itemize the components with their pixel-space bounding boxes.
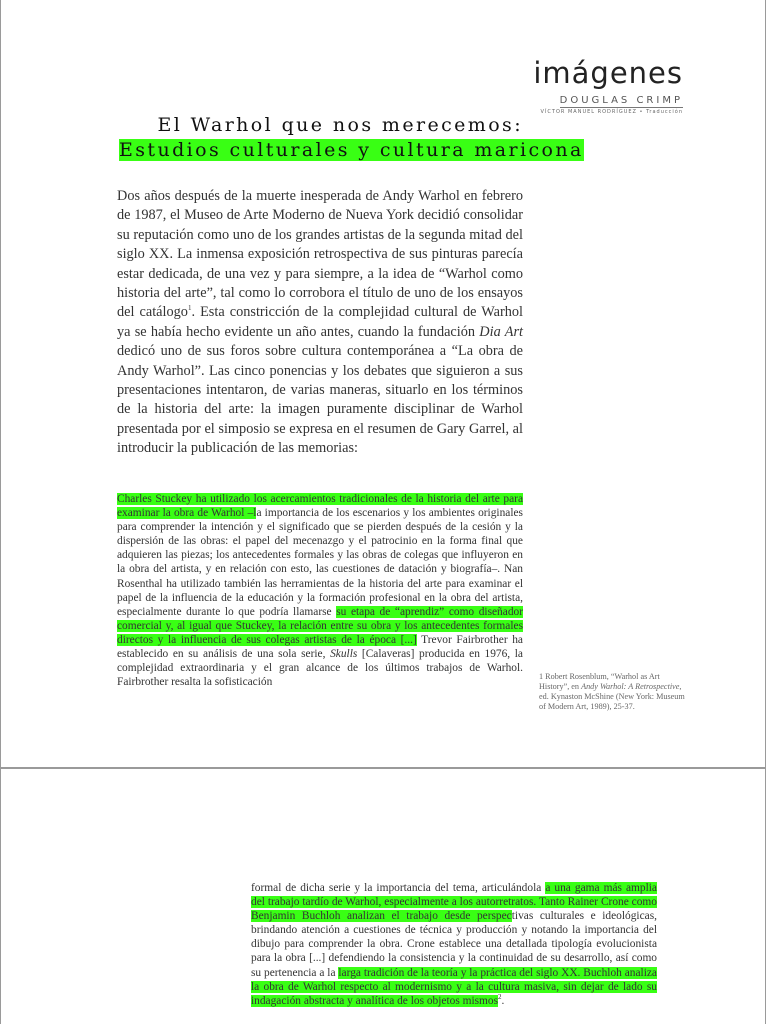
title-line-2: Estudios culturales y cultura maricona [119,139,584,161]
page-2 [0,768,766,1024]
footnote-ref-1: 1 [187,304,192,313]
title-line-1: El Warhol que nos merecemos: [157,114,523,136]
quote-text: . [501,994,505,1007]
translator-credit: VÍCTOR MANUEL RODRÍGUEZ • Traducción [540,109,683,115]
block-quote-2 [251,881,657,1008]
highlight: su etapa de “aprendiz” como diseñador comercial y, al igual que Stuckey, la relación entre su obra y los antecedentes formales directos y la influencia de sus colegas artistas de la época [...] [117,605,523,646]
footnote-1 [539,672,689,712]
dia-art-italic: Dia Art [479,323,523,340]
highlight: a una gama más amplia del trabajo tardío de Warhol, especialmente a los autorretratos. Tanto Rainer Crone como Benjamin Buchloh analizan el trabajo desde perspec [251,882,657,923]
footnote-text: , ed. Kynaston McShine (New York: Museum of Modern Art, 1989), 25-37. [539,682,685,711]
article-title [119,113,584,163]
body-text-part: . Esta constricción de la complejidad cultural de Warhol ya se había hecho evidente un año antes, cuando la fundación [117,304,524,340]
quote-text: tivas culturales e ideológicas, brindando atención a cuestiones de técnica y producción y notando la importancia del dibujo para comprender la obra. Crone establece una detallada tipología evolucionista para la obra [...] defendiendo la consistencia y la continuidad de su desarrollo, así como su pertenencia a la [251,910,657,979]
skulls-italic: Skulls [330,648,358,661]
footnote-italic: Andy Warhol: A Retrospective [581,682,680,691]
footnote-ref-2: 2 [498,992,502,1001]
author-name: DOUGLAS CRIMP [559,95,683,106]
body-text-part: dedicó uno de sus foros sobre cultura contemporánea a “La obra de Andy Warhol”. Las cinco ponencias y los debates que siguieron a sus presentaciones intentaron, de varias maneras, situarlo en los términos de la historia del arte: la imagen puramente disciplinar de Warhol presentada por el simposio se expresa en el resumen de Gary Garrel, al introducir la publicación de las memorias: [117,343,523,457]
body-text-part: Dos años después de la muerte inesperada de Andy Warhol en febrero de 1987, el Museo de Arte Moderno de Nueva York decidió consolidar su reputación como uno de los grandes artistas de la segunda mitad del siglo XX. La inmensa exposición retrospectiva de sus pinturas parecía estar dedicada, de una vez y para siempre, a la idea de “Warhol como historia del arte”, tal como lo corrobora el título de uno de los ensayos del catálogo [117,188,523,321]
quote-text: Trevor Fairbrother ha establecido en su análisis de una sola serie, [117,633,523,661]
body-paragraph [117,187,523,459]
footnote-text: 1 Robert Rosenblum, “Warhol as Art History”, en [539,672,660,691]
brand-header [533,58,683,115]
block-quote-1 [117,492,523,689]
highlight: larga tradición de la teoría y la práctica del siglo XX. Buchloh analiza la obra de Warhol respecto al modernismo y a la cultura masiva, sin dejar de lado su indagación abstracta y analítica de los objetos mismos [251,966,657,1007]
imagenes-logo: imágenes [533,56,683,90]
quote-text: [Calaveras] producida en 1976, la complejidad extraordinaria y el gran alcance de los últimos trabajos de Warhol. Fairbrother resalta la sofisticación [117,648,523,689]
highlight: Charles Stuckey ha utilizado los acercamientos tradicionales de la historia del arte para examinar la obra de Warhol –l [117,493,523,520]
quote-text: formal de dicha serie y la importancia del tema, articulándola [251,882,546,894]
quote-text: a importancia de los escenarios y los ambientes originales para comprender la intención y el significado que se pierden después de la cesión y la dispersión de las obras: el papel del mecenazgo y el patrocinio en la forma final que adquieren las piezas; los antecedentes formales y las obras de colegas que influyeron en la obra del artista, y en relación con esto, las cuestiones de datación y biografía–. Nan Rosenthal ha utilizado también las herramientas de la historia del arte para examinar el papel de la influencia de la educación y la formación profesional en la obra del artista, especialmente durante lo que podría llamarse [117,507,523,618]
